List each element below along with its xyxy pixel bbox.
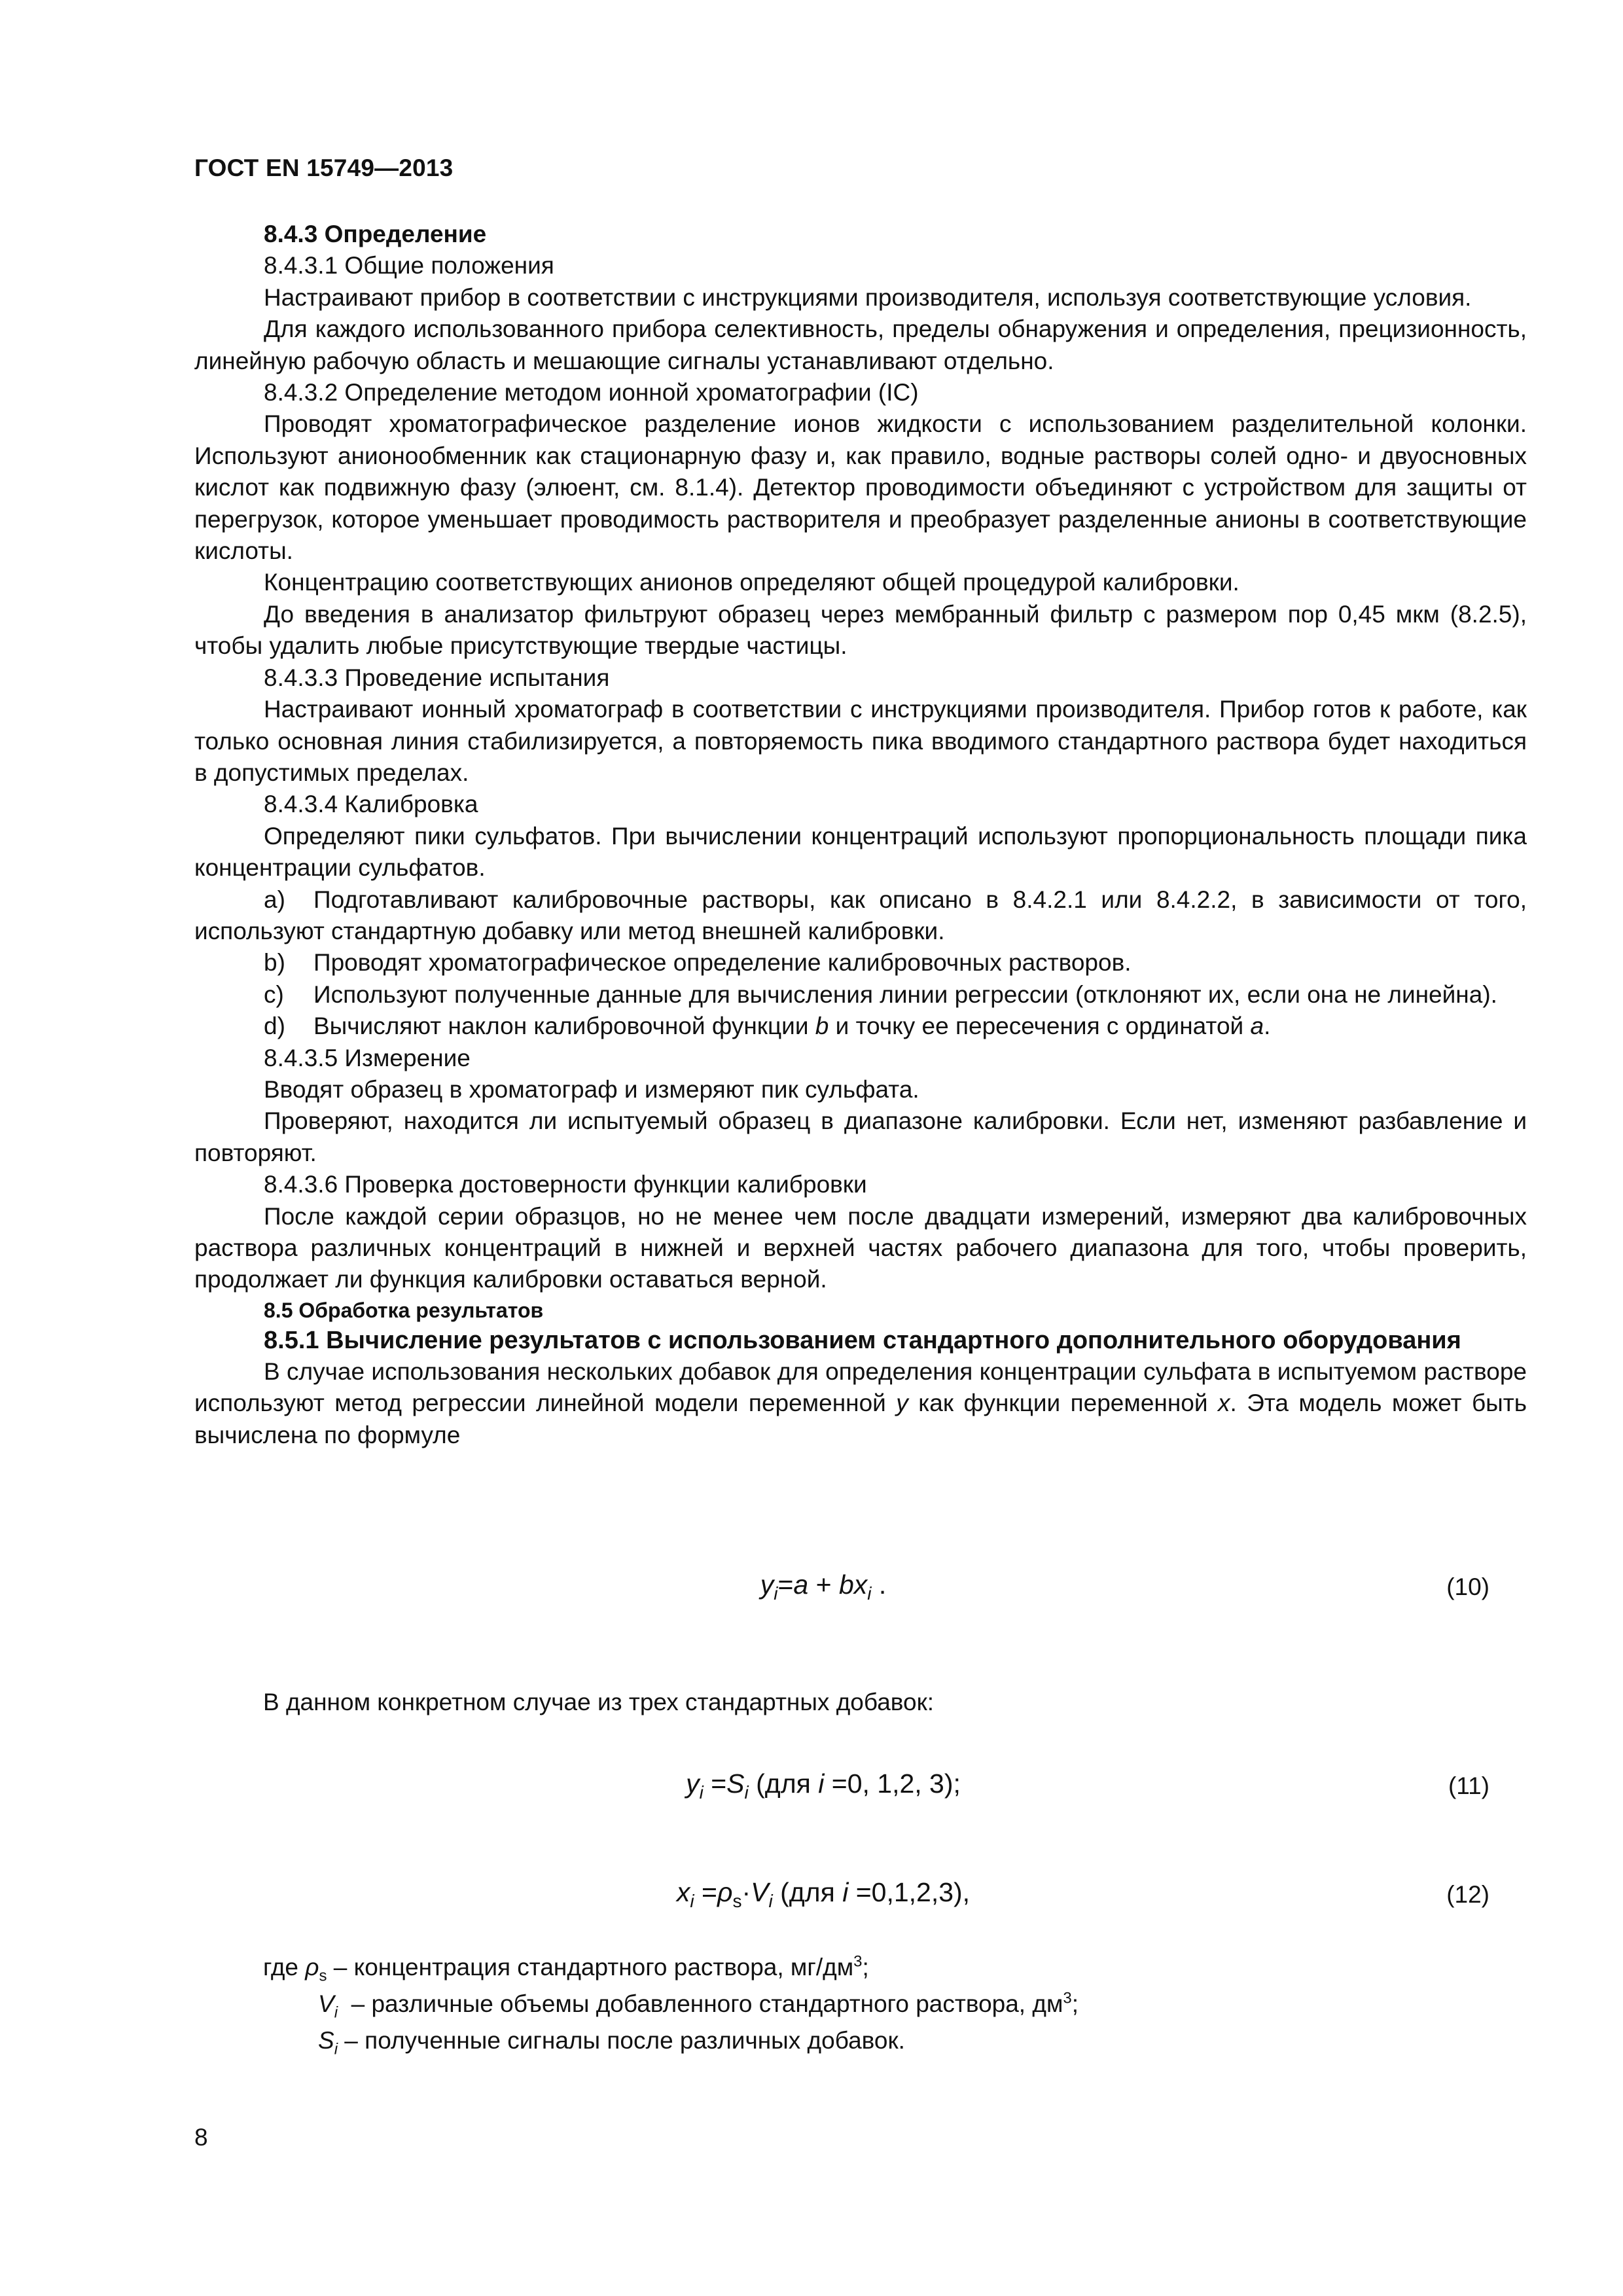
list-item-label: a) xyxy=(264,886,285,913)
paragraph: Для каждого использованного прибора селективность, пределы обнаружения и определения, прецизионность, линейную рабочую область и мешающие сигналы устанавливают отдельно. xyxy=(194,315,1527,374)
paragraph: В случае использования нескольких добавок для определения концентрации сульфата в испытуемом растворе используют метод регрессии линейной модели переменной y как функции переменной x. Эта модель может быть вычислена по формуле xyxy=(194,1357,1527,1448)
list-item xyxy=(194,979,1527,1011)
paragraph: Проводят хроматографическое разделение ионов жидкости с использованием разделительной колонки. Используют анионообменник как стационарную фазу и, как правило, водные растворы солей одно- и двуосновных кислот как подвижную фазу (элюент, см. 8.1.4). Детектор проводимости объединяют с устройством для защиты от перегрузок, которое уменьшает проводимость растворителя и преобразует разделенные анионы в соответствующие кислоты. xyxy=(194,410,1527,565)
where-line: $S_i$ – полученные сигналы после различных добавок. xyxy=(318,2027,905,2058)
body-text xyxy=(194,219,1527,1451)
paragraph: Вводят образец в хроматограф и измеряют пик сульфата. xyxy=(264,1075,919,1103)
paragraph: После каждой серии образцов, но не менее чем после двадцати измерений, измеряют два калибровочных раствора различных концентраций в нижней и верхней частях рабочего диапазона для того, чтобы проверить, продолжает ли функция калибровки оставаться верной. xyxy=(194,1202,1527,1293)
heading-8-4-3-6: 8.4.3.6 Проверка достоверности функции калибровки xyxy=(264,1171,867,1198)
list-item-label: c) xyxy=(264,980,284,1008)
list-item-text: Подготавливают калибровочные растворы, как описано в 8.4.2.1 или 8.4.2.2, в зависимости от того, используют стандартную добавку или метод внешней калибровки. xyxy=(194,886,1527,944)
equation-number: (10) xyxy=(1446,1573,1489,1600)
formula-expression: $y_i =S_i$ (для i =0, 1,2, 3); xyxy=(686,1768,961,1803)
heading-8-4-3: 8.4.3 Определение xyxy=(264,221,487,247)
paragraph: Настраивают ионный хроматограф в соответствии с инструкциями производителя. Прибор готов к работе, как только основная линия стабилизируется, а повторяемость пика вводимого стандартного раствора будет находиться в допустимых пределах. xyxy=(194,696,1527,786)
heading-8-5-1: 8.5.1 Вычисление результатов с использованием стандартного дополнительного оборудования xyxy=(264,1326,1461,1354)
paragraph: Концентрацию соответствующих анионов определяют общей процедурой калибровки. xyxy=(264,569,1240,596)
between-text: В данном конкретном случае из трех стандартных добавок: xyxy=(263,1689,935,1715)
list-item-text: Вычисляют наклон калибровочной функции b и точку ее пересечения с ординатой a. xyxy=(313,1013,1271,1040)
formula-12 xyxy=(0,1877,1623,1912)
list-item xyxy=(194,1011,1527,1042)
where-line: $V_i$ – различные объемы добавленного стандартного раствора, $дм^3$; xyxy=(318,1989,1079,2022)
heading-8-4-3-3: 8.4.3.3 Проведение испытания xyxy=(264,664,610,691)
heading-8-4-3-2: 8.4.3.2 Определение методом ионной хроматографии (IC) xyxy=(264,379,919,406)
heading-8-4-3-5: 8.4.3.5 Измерение xyxy=(264,1044,471,1071)
formula-10 xyxy=(0,1570,1623,1604)
list-item-label: d) xyxy=(264,1013,285,1040)
list-item-label: b) xyxy=(264,949,285,977)
formula-expression: $x_i =\rho_s\cdot V_i$ (для i =0,1,2,3), xyxy=(676,1877,971,1912)
page-number: 8 xyxy=(194,2124,208,2151)
document-header: ГОСТ EN 15749—2013 xyxy=(194,154,454,181)
equation-number: (11) xyxy=(1448,1772,1489,1799)
list-item-text: Используют полученные данные для вычисления линии регрессии (отклоняют их, если она не линейна). xyxy=(313,980,1497,1008)
formula-expression: $y_i=a + bx_i$ . xyxy=(760,1570,887,1604)
paragraph: Проверяют, находится ли испытуемый образец в диапазоне калибровки. Если нет, изменяют разбавление и повторяют. xyxy=(194,1107,1527,1166)
formula-11 xyxy=(0,1768,1623,1803)
list-item-text: Проводят хроматографическое определение калибровочных растворов. xyxy=(313,949,1132,977)
list-item xyxy=(194,884,1527,948)
where-block xyxy=(263,1949,1079,2059)
heading-8-4-3-1: 8.4.3.1 Общие положения xyxy=(264,252,554,279)
heading-8-5: 8.5 Обработка результатов xyxy=(264,1298,544,1322)
list-item xyxy=(194,947,1527,978)
where-line: где $\rho_s$ – концентрация стандартного раствора, $мг/дм^3$; xyxy=(263,1952,869,1985)
paragraph: Определяют пики сульфатов. При вычислении концентраций используют пропорциональность площади пика концентрации сульфатов. xyxy=(194,822,1527,882)
equation-number: (12) xyxy=(1446,1881,1489,1908)
heading-8-4-3-4: 8.4.3.4 Калибровка xyxy=(264,791,478,818)
paragraph: До введения в анализатор фильтруют образец через мембранный фильтр с размером пор 0,45 мкм (8.2.5), чтобы удалить любые присутствующие твердые частицы. xyxy=(194,600,1527,660)
paragraph: Настраивают прибор в соответствии с инструкциями производителя, используя соответствующие условия. xyxy=(264,283,1472,311)
